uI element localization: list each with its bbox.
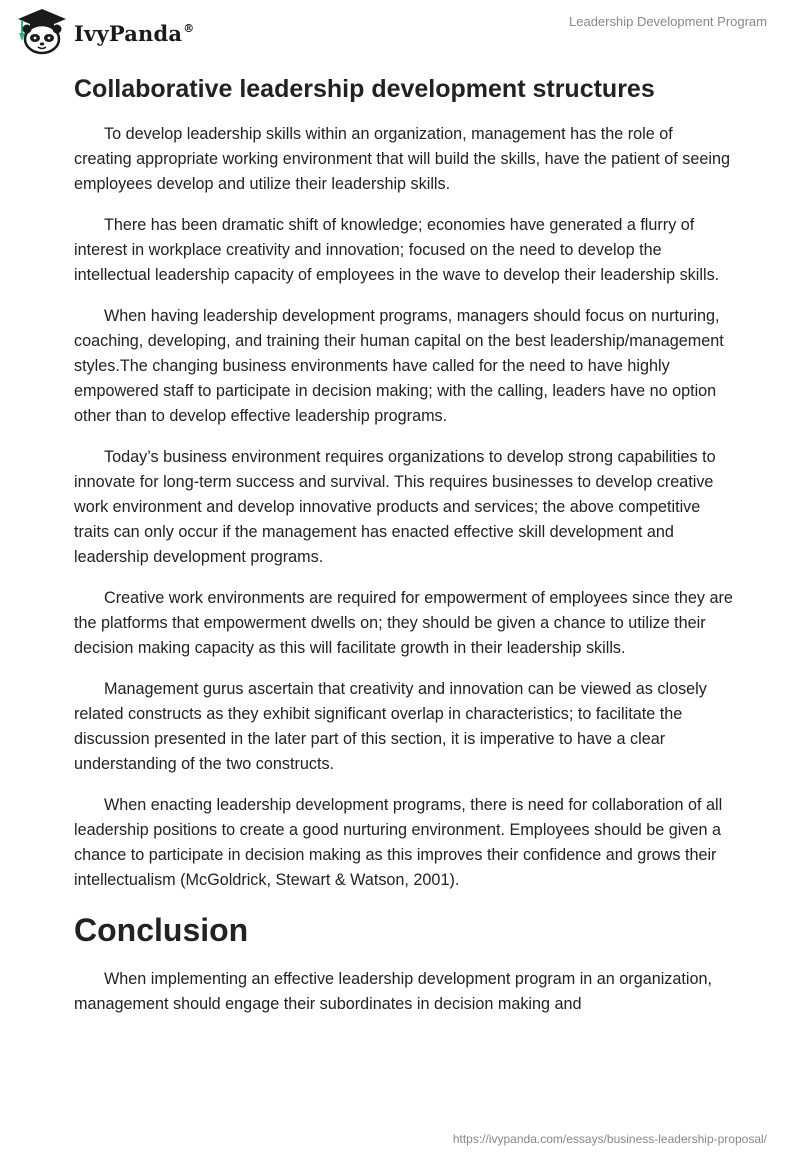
paragraph: Creative work environments are required for empowerment of employees since they are the platforms that empowerment dwells on; they should be given a chance to utilize their decision making capacity as this will facilitate growth in their leadership skills.	[74, 589, 733, 657]
paragraph: There has been dramatic shift of knowledge; economies have generated a flurry of interest in workplace creativity and innovation; focused on the need to develop the intellectual leadership capacity of employees in the wave to develop their leadership skills.	[74, 216, 720, 284]
source-url-link[interactable]: https://ivypanda.com/essays/business-leadership-proposal/	[452, 1132, 767, 1146]
page-header	[0, 0, 800, 70]
paragraph: When enacting leadership development programs, there is need for collaboration of all leadership positions to create a good nurturing environment. Employees should be given a chance to participate in decision making as this improves their confidence and grows their intellectualism (McGoldrick, Stewart & Watson, 2001).	[74, 796, 723, 889]
ivypanda-logo[interactable]	[14, 7, 194, 55]
brand-name-text: IvyPanda	[74, 20, 183, 46]
paragraph: Today’s business environment requires organizations to develop strong capabilities to innovate for long-term success and survival. This requires businesses to develop creative work environment and develop innovative products and services; the above competitive traits can only occur if the management has enacted effective skill development and leadership development programs.	[74, 448, 716, 566]
section-heading: Collaborative leadership development structures	[74, 75, 655, 103]
conclusion-heading: Conclusion	[74, 912, 249, 948]
paragraph: When having leadership development programs, managers should focus on nurturing, coaching, developing, and training their human capital on the best leadership/management styles.The changing business environments have called for the need to have highly empowered staff to participate in decision making; with the calling, leaders have no option other than to develop effective leadership programs.	[74, 307, 724, 425]
document-title: Leadership Development Program	[569, 14, 767, 29]
paragraph: Management gurus ascertain that creativity and innovation can be viewed as closely related constructs as they exhibit significant overlap in characteristics; to facilitate the discussion presented in the later part of this section, it is imperative to have a clear understanding of the two constructs.	[74, 680, 707, 773]
paragraph: To develop leadership skills within an organization, management has the role of creating appropriate working environment that will build the skills, have the patient of seeing employees develop and utilize their leadership skills.	[74, 125, 730, 193]
article-content	[74, 72, 734, 1033]
brand-name	[74, 21, 194, 46]
paragraph: When implementing an effective leadership development program in an organization, management should engage their subordinates in decision making and	[74, 970, 712, 1013]
registered-mark: ®	[183, 21, 195, 35]
panda-graduation-cap-icon	[14, 7, 70, 55]
